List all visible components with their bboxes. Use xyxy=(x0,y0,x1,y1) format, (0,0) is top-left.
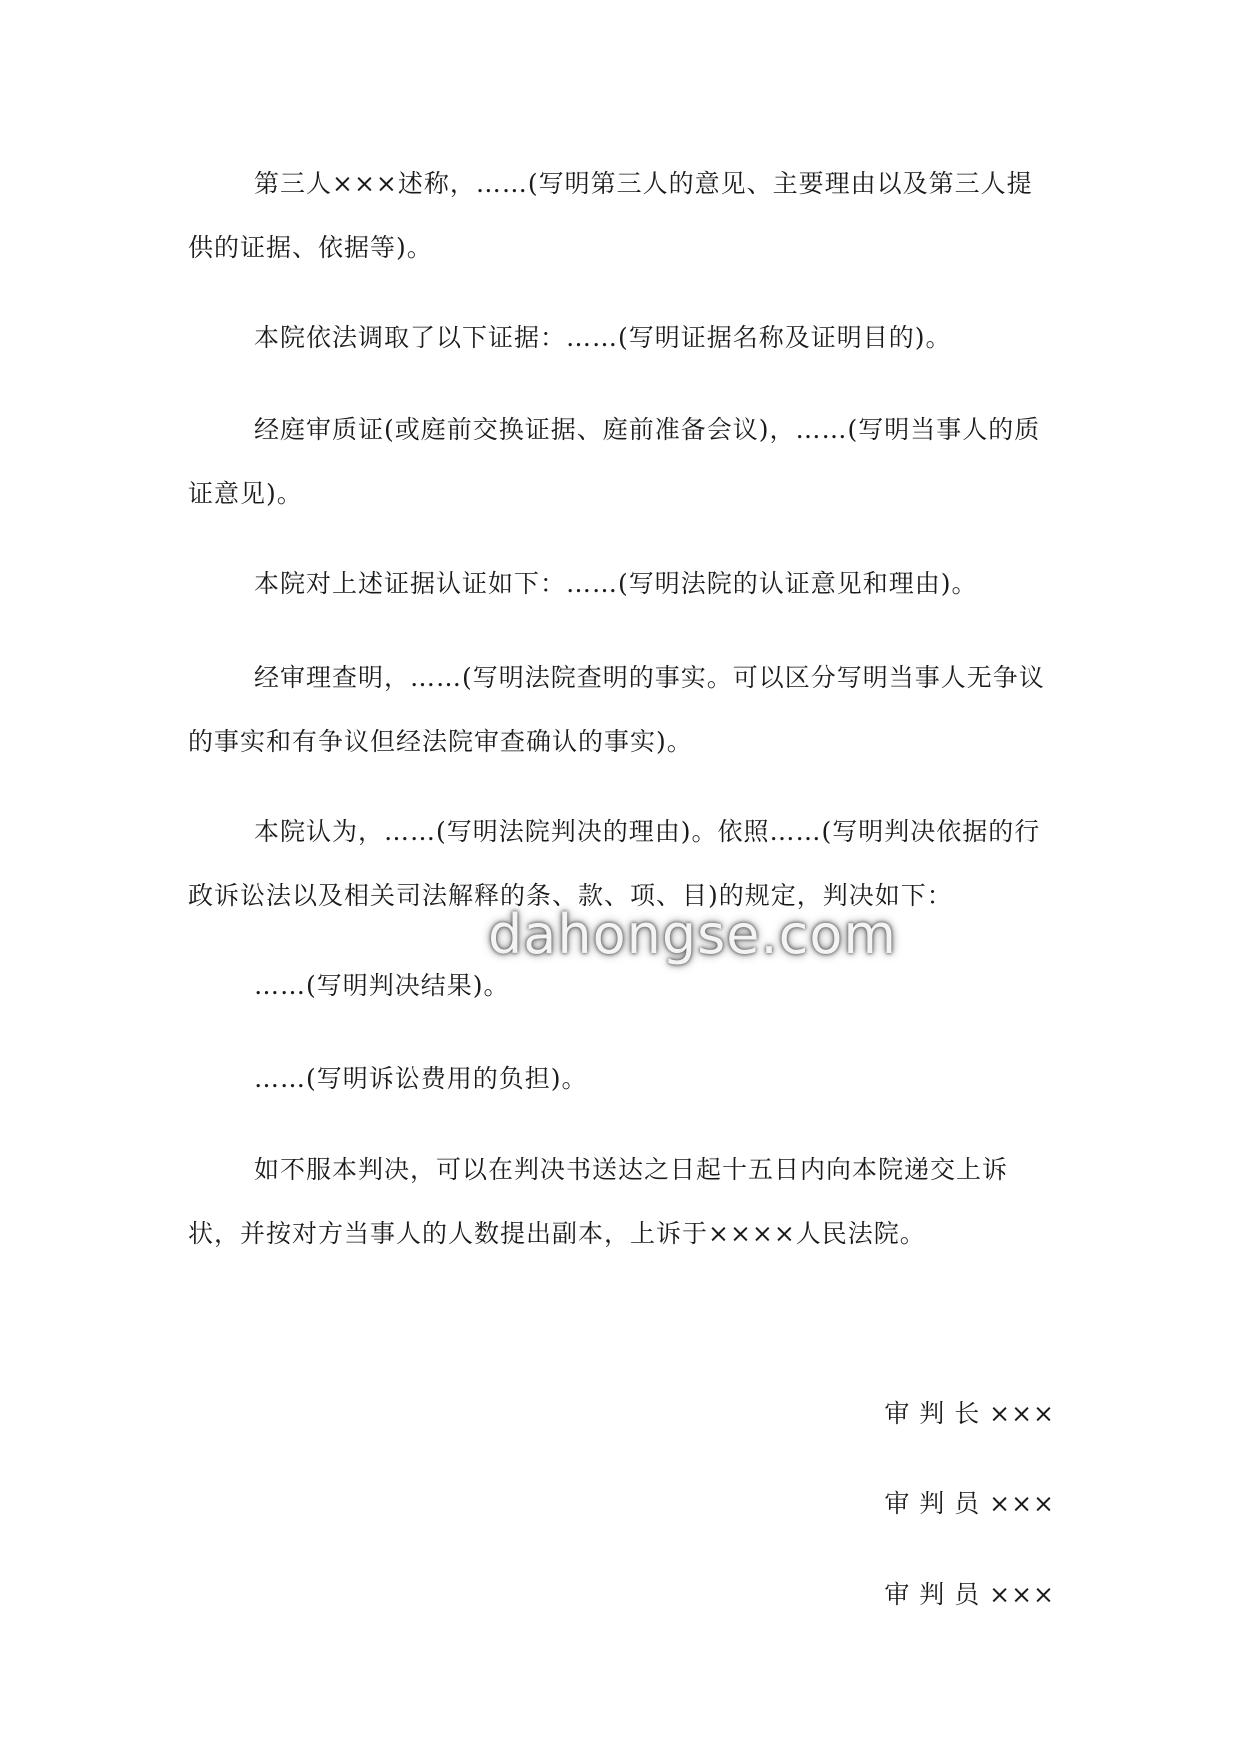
paragraph-appeal-notice: 如不服本判决，可以在判决书送达之日起十五日内向本院递交上诉状，并按对方当事人的人数提出副本，上诉于××××人民法院。 xyxy=(188,1155,1009,1248)
paragraph-facts-found: 经审理查明，……(写明法院查明的事实。可以区分写明当事人无争议的事实和有争议但经法院审查确认的事实)。 xyxy=(188,663,1045,756)
paragraph-cross-examination: 经庭审质证(或庭前交换证据、庭前准备会议)，……(写明当事人的质证意见)。 xyxy=(188,415,1041,508)
signature-judge-2: 审 判 员 ××× xyxy=(884,1580,1055,1609)
signature-judge-1: 审 判 员 ××× xyxy=(884,1489,1055,1518)
paragraph-litigation-costs: ……(写明诉讼费用的负担)。 xyxy=(254,1064,588,1093)
signature-presiding-judge: 审 判 长 ××× xyxy=(884,1399,1055,1428)
paragraph-third-party-statement: 第三人×××述称，……(写明第三人的意见、主要理由以及第三人提供的证据、依据等)。 xyxy=(188,169,1033,262)
paragraph-evidence-collected: 本院依法调取了以下证据：……(写明证据名称及证明目的)。 xyxy=(254,323,952,352)
paragraph-court-reasoning: 本院认为，……(写明法院判决的理由)。依照……(写明判决依据的行政诉讼法以及相关司法解释的条、款、项、目)的规定，判决如下： xyxy=(188,817,1041,910)
watermark: dahongse.com xyxy=(488,903,897,966)
paragraph-judgment-result: ……(写明判决结果)。 xyxy=(254,971,510,1000)
paragraph-evidence-authentication: 本院对上述证据认证如下：……(写明法院的认证意见和理由)。 xyxy=(254,569,978,598)
